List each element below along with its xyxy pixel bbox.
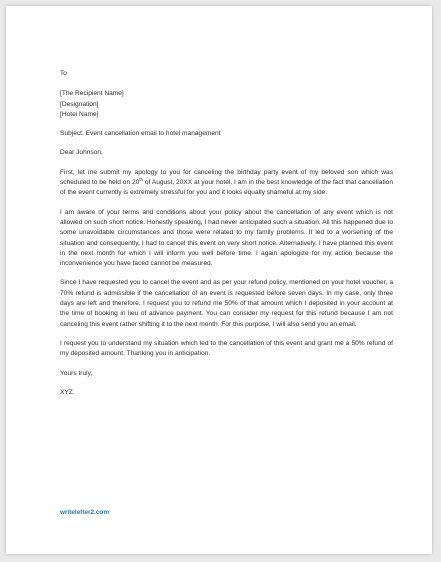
paragraph-apology-text-2: of August, 20XX at your hotel. I am in the best knowledge of the fact that cancellation of the event currently is extremely stressful for you and it looks equally shameful at my side.: [60, 179, 393, 197]
paragraph-request: I request you to understand my situation which led to the cancellation of this event and grant me a 50% refund of my deposited amount. Thanking you in anticipation.: [60, 339, 393, 358]
hotel-name: [Hotel Name]: [60, 110, 99, 118]
date-ordinal-suffix: th: [139, 176, 143, 182]
subject-line: Subject: Event cancellation email to hotel management: [60, 130, 221, 138]
to-label: To: [60, 70, 67, 77]
letter-body: [60, 69, 393, 398]
paragraph-refund: Since I have requested you to cancel the event and as per your refund policy, mentioned on your hotel voucher, a 70% refund is admissible if the cancellation of an event is requested before seven days. In my case, only three days are left and therefore, I request you to refund me 50% of that amount which I deposited in your account at the time of booking in lieu of advance payment. You can consider my request for this refund because I am not canceling this event rather shifting it to the next month. For this purpose, I will also send you an email.: [60, 279, 393, 328]
signature: XYZ.: [60, 388, 75, 396]
closing: Yours truly,: [60, 369, 93, 377]
recipient-designation: [Designation]: [60, 100, 99, 108]
salutation: Dear Johnson,: [60, 149, 103, 157]
recipient-name: [The Recipient Name]: [60, 90, 124, 98]
letter-page: [6, 6, 432, 554]
paragraph-apology-text-1: First, let me submit my apology to you for canceling the birthday party event of my beloved son which was scheduled to be held on 20: [60, 168, 393, 187]
paragraph-apology: [60, 168, 393, 199]
site-watermark-link[interactable]: writeletter2.com: [60, 509, 110, 516]
paragraph-policy: I am aware of your terms and conditions about your policy about the cancellation of any event which is not allowed on such short notice. Honestly speaking, I had never anticipated such a situation. All this happened due to some unavoidable circumstances and those were related to my family problems. It led to a worsening of the situation and consequently, I had to cancel this event on very short notice. Alternatively, I have planned this event in the next month for which I will inform you well before time. I again apologize for my action because the inconvenience you have faced cannot be measured.: [60, 208, 393, 268]
